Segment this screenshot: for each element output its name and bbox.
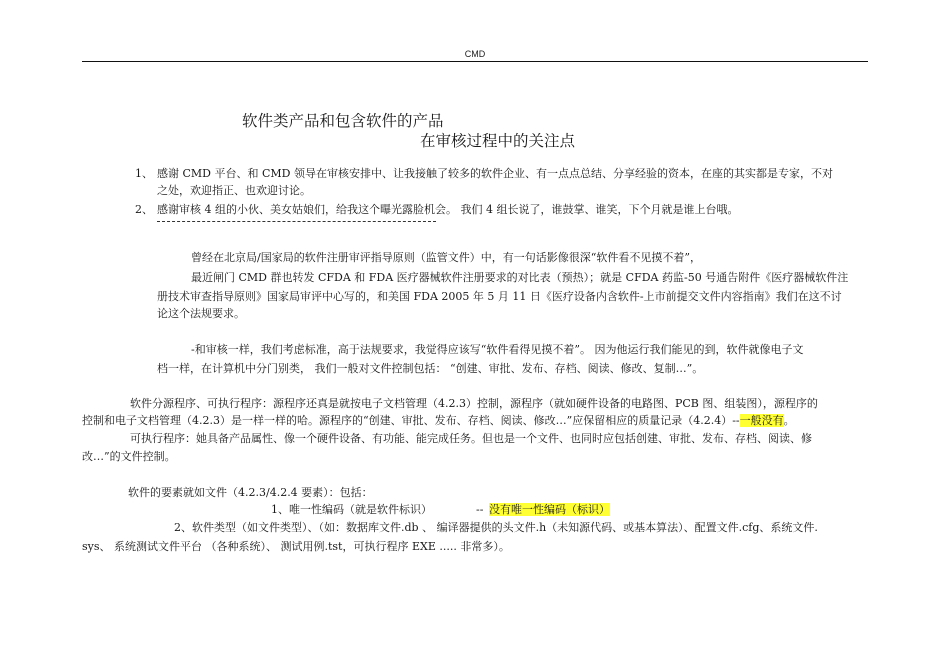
p3-line-1: 软件分源程序、可执行程序：源程序还真是就按电子文档管理（4.2.3）控制，源程序（就如硬件设备的电路图、PCB 图、组装图），源程序的: [130, 397, 818, 410]
list-number-2: 2、: [135, 203, 153, 216]
p1-line-2: 最近闸门 CMD 群也转发 CFDA 和 FDA 医疗器械软件注册要求的对比表（预热）；就是 CFDA 药监-50 号通告附件《医疗器械软件注: [191, 271, 849, 284]
p3-line-2-end: 。: [783, 414, 795, 427]
list-item-2-line-1: 感谢审核 4 组的小伙、美女姑娘们，给我这个曝光露脸机会。 我们 4 组长说了，谁鼓掌、谁笑，下个月就是谁上台哦。: [157, 203, 739, 216]
p5-intro: 软件的要素就如文件（4.2.3/4.2.4 要素）：包括：: [128, 486, 373, 499]
p5-item-2-line-1: 2、软件类型（如文件类型）、（如：数据库文件.db 、 编译器提供的头文件.h（未知源代码、或基本算法）、配置文件.cfg、系统文件.: [174, 521, 818, 534]
dashed-separator: [157, 221, 436, 222]
list-item-1-line-2: 之处，欢迎指正、也欢迎讨论。: [157, 184, 311, 197]
p1-line-3: 册技术审查指导原则》国家局审评中心写的，和美国 FDA 2005 年 5 月 11 日《医疗设备内含软件-上市前提交文件内容指南》我们在这不讨: [157, 290, 842, 303]
p1-line-4: 论这个法规要求。: [157, 307, 245, 320]
p3-line-2-text: 控制和电子文档管理（4.2.3）是一样一样的哈。源程序的“创建、审批、发布、存档、阅读、修改…”应保留相应的质量记录（4.2.4）--: [82, 414, 740, 427]
p5-item-1-highlight: [489, 502, 610, 518]
p5-item-1: 1、唯一性编码（就是软件标识）: [271, 503, 432, 516]
p1-line-1: 曾经在北京局/国家局的软件注册审评指导原则（监管文件）中，有一句话影像很深“软件看不见摸不着”，: [191, 251, 701, 264]
p4-line-1: 可执行程序：她具备产品属性、像一个硬件设备、有功能、能完成任务。但也是一个文件、也同时应包括创建、审批、发布、存档、阅读、修: [130, 432, 812, 445]
p5-item-2-line-2: sys、 系统测试文件平台 （各种系统）、 测试用例.tst，可执行程序 EXE ..... 非常多）。: [82, 540, 510, 553]
highlight-mark: 没有唯一性编码（标识）: [489, 503, 610, 516]
p5-item-1-separator: --: [476, 503, 484, 516]
highlight-mark: 一般没有: [739, 414, 784, 427]
p2-line-2: 档一样，在计算机中分门别类， 我们一般对文件控制包括： “创建、审批、发布、存档、阅读、修改、复制…”。: [157, 362, 704, 375]
p2-line-1: -和审核一样，我们考虑标准，高于法规要求，我觉得应该写“软件看得见摸不着”。 因为他运行我们能见的到，软件就像电子文: [191, 343, 804, 356]
page-header: CMD: [464, 49, 486, 59]
p3-line-2: [82, 413, 795, 429]
list-number-1: 1、: [135, 167, 153, 180]
list-item-1-line-1: 感谢 CMD 平台、和 CMD 领导在审核安排中、让我接触了较多的软件企业、有一点点总结、分享经验的资本，在座的其实都是专家，不对: [157, 167, 833, 180]
title-line-1: 软件类产品和包含软件的产品: [242, 112, 444, 130]
p4-line-2: 改…”的文件控制。: [82, 450, 176, 463]
title-line-2: 在审核过程中的关注点: [420, 132, 576, 150]
header-rule: [82, 61, 868, 62]
